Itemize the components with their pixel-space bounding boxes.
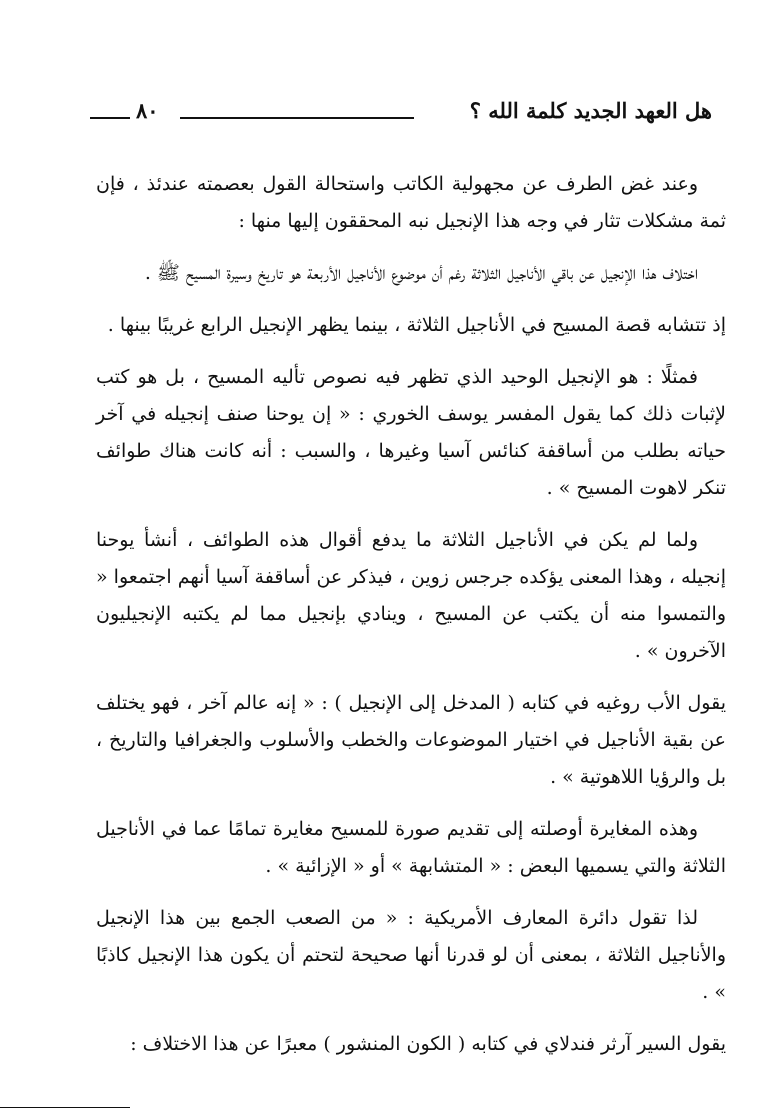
paragraph: فمثلًا : هو الإنجيل الوحيد الذي تظهر فيه نصوص تأليه المسيح ، بل هو كتب لإثبات ذلك كما يقول المفسر يوسف الخوري : « إن يوحنا صنف إنجيله في آخر حياته بطلب من أساقفة كنائس آسيا وغيرها ، والسبب : أنه كانت هناك طوائف تنكر لاهوت المسيح » . — [96, 366, 726, 499]
running-title: هل العهد الجديد كلمة الله ؟ — [469, 98, 712, 123]
footnote-rule — [0, 1107, 130, 1108]
page-number-dash — [90, 117, 130, 119]
header-rule — [180, 117, 414, 119]
page-number: ٨٠ — [136, 98, 159, 123]
paragraph: إذ تتشابه قصة المسيح في الأناجيل الثلاثة ، بينما يظهر الإنجيل الرابع غريبًا بينها . — [107, 314, 726, 336]
paragraph: ولما لم يكن في الأناجيل الثلاثة ما يدفع أقوال هذه الطوائف ، أنشأ يوحنا إنجيله ، وهذا المعنى يؤكده جرجس زوين ، فيذكر عن أساقفة آسيا أنهم اجتمعوا « والتمسوا منه أن يكتب عن المسيح ، وينادي بإنجيل مما لم يكتبه الإنجيليون الآخرون » . — [96, 529, 726, 662]
running-header — [88, 96, 712, 136]
paragraph: يقول السير آرثر فندلاي في كتابه ( الكون المنشور ) معبرًا عن هذا الاختلاف : — [130, 1033, 726, 1055]
paragraph: يقول الأب روغيه في كتابه ( المدخل إلى الإنجيل ) : « إنه عالم آخر ، فهو يختلف عن بقية الأناجيل في اختيار الموضوعات والخطب والأسلوب والجغرافيا والتاريخ ، بل والرؤيا اللاهوتية » . — [96, 692, 726, 788]
paragraph: وهذه المغايرة أوصلته إلى تقديم صورة للمسيح مغايرة تمامًا عما في الأناجيل الثلاثة والتي يسميها البعض : « المتشابهة » أو « الإزائية » . — [96, 818, 726, 877]
paragraph: وعند غض الطرف عن مجهولية الكاتب واستحالة القول بعصمته عندئذ ، فإن ثمة مشكلات تثار في وجه هذا الإنجيل نبه المحققون إليها منها : — [96, 173, 726, 232]
paragraph: لذا تقول دائرة المعارف الأمريكية : « من الصعب الجمع بين هذا الإنجيل والأناجيل الثلاثة ، بمعنى أن لو قدرنا أنها صحيحة لتحتم أن يكون هذا الإنجيل كاذبًا » . — [96, 907, 726, 1003]
body-text — [96, 166, 726, 1078]
paragraph: اختلاف هذا الإنجيل عن باقي الأناجيل الثلاثة رغم أن موضوع الأناجيل الأربعة هو تاريخ وسيرة المسيح ﷺ . — [144, 262, 698, 284]
